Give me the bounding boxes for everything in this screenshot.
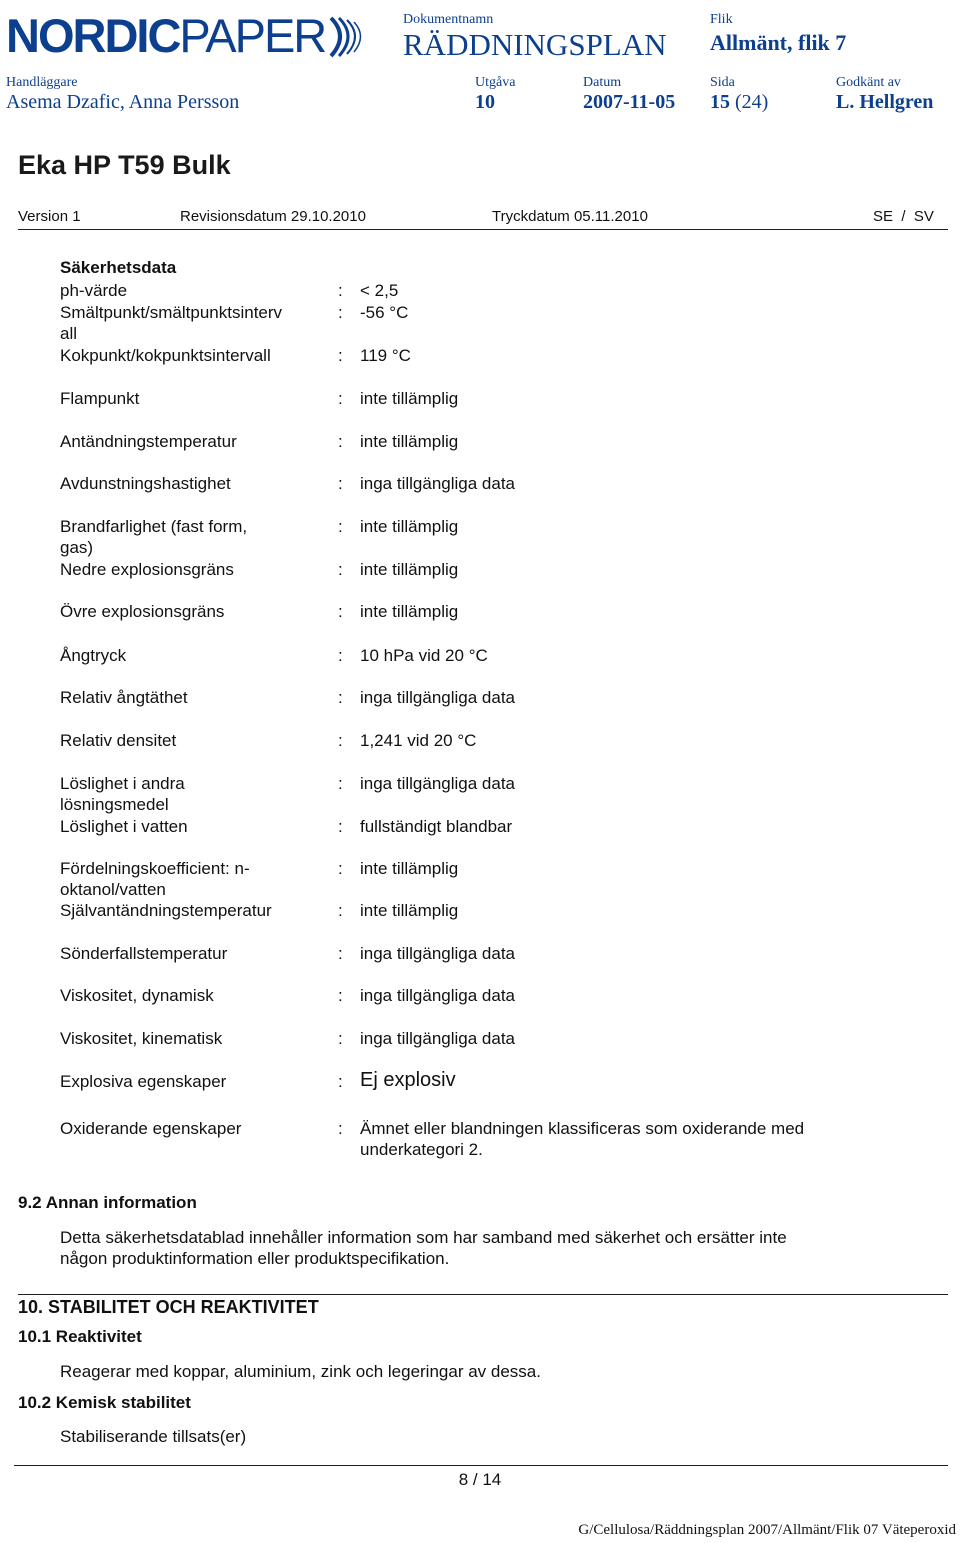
property-value: inte tillämplig [360,517,459,536]
colon-separator: : [338,688,343,707]
approved-label: Godkänt av [836,75,901,90]
property-name: Fördelningskoefficient: n- oktanol/vatten [60,859,250,899]
property-name: Brandfarlighet (fast form, gas) [60,517,248,557]
property-value: 1,241 vid 20 °C [360,731,477,750]
other-info-text: Detta säkerhetsdatablad innehåller information som har samband med säkerhet och ersätter inte någon produktinformation eller produktspecifikation. [60,1228,787,1268]
handler-label: Handläggare [6,75,78,90]
approved-block [836,75,933,114]
colon-separator: : [338,1119,343,1138]
property-name: Sönderfallstemperatur [60,944,228,963]
colon-separator: : [338,986,343,1005]
nordic-paper-logo [6,4,369,60]
colon-separator: : [338,1072,343,1091]
property-value: < 2,5 [360,281,399,300]
property-value: 10 hPa vid 20 °C [360,646,488,665]
logo-waves-icon [327,12,369,60]
page-value: 15 [710,91,730,113]
section-10-heading: 10. STABILITET OCH REAKTIVITET [18,1294,948,1318]
property-name: Explosiva egenskaper [60,1072,227,1091]
other-info-heading: 9.2 Annan information [18,1193,197,1212]
property-value: 119 °C [360,346,411,365]
edition-block [475,75,515,114]
tab-value: Allmänt, flik 7 [710,30,847,55]
property-value: fullständigt blandbar [360,817,513,836]
edition-label: Utgåva [475,75,516,90]
handler-block [6,75,239,114]
print-date: Tryckdatum 05.11.2010 [492,208,648,225]
property-name: Övre explosionsgräns [60,602,225,621]
property-value: inte tillämplig [360,432,459,451]
doc-name-label: Dokumentnamn [403,12,494,27]
reactivity-heading: 10.1 Reaktivitet [18,1327,142,1346]
colon-separator: : [338,1029,343,1048]
property-value: inga tillgängliga data [360,688,516,707]
tab-label: Flik [710,12,733,27]
property-name: Självantändningstemperatur [60,901,272,920]
property-value: inga tillgängliga data [360,1029,516,1048]
colon-separator: : [338,817,343,836]
colon-separator: : [338,560,343,579]
colon-separator: : [338,303,343,322]
colon-separator: : [338,646,343,665]
doc-name-block [403,12,667,62]
property-value: inte tillämplig [360,560,459,579]
property-name: Nedre explosionsgräns [60,560,234,579]
colon-separator: : [338,346,343,365]
date-value: 2007-11-05 [583,91,676,113]
page-label: Sida [710,75,735,90]
logo-text: NORDICPAPER [6,9,326,62]
colon-separator: : [338,517,343,536]
colon-separator: : [338,901,343,920]
property-name: Löslighet i andra lösningsmedel [60,774,185,814]
edition-value: 10 [475,91,495,113]
property-name: Flampunkt [60,389,140,408]
date-block [583,75,675,114]
chemical-stability-text: Stabiliserande tillsats(er) [60,1427,247,1446]
page-number: 8 / 14 [458,1470,502,1489]
property-value: Ämnet eller blandningen klassificeras som oxiderande med underkategori 2. [360,1119,805,1159]
colon-separator: : [338,774,343,793]
colon-separator: : [338,944,343,963]
property-value: inga tillgängliga data [360,774,516,793]
file-path: G/Cellulosa/Räddningsplan 2007/Allmänt/Flik 07 Väteperoxid [578,1522,956,1538]
product-meta-line [18,206,948,230]
colon-separator: : [338,432,343,451]
chemical-stability-heading: 10.2 Kemisk stabilitet [18,1393,191,1412]
colon-separator: : [338,281,343,300]
property-value: inte tillämplig [360,859,459,878]
property-name: Smältpunkt/smältpunktsinterv all [60,303,283,343]
page-block [710,75,768,114]
property-value: inga tillgängliga data [360,944,516,963]
property-name: Kokpunkt/kokpunktsintervall [60,346,271,365]
colon-separator: : [338,602,343,621]
page-total: (24) [735,91,769,113]
locale: SE / SV [873,208,934,225]
property-value: inga tillgängliga data [360,474,516,493]
safety-data-heading: Säkerhetsdata [60,258,177,277]
property-name: Antändningstemperatur [60,432,237,451]
property-name: Relativ ångtäthet [60,688,188,707]
colon-separator: : [338,389,343,408]
handler-value: Asema Dzafic, Anna Persson [6,91,240,113]
footer-divider [14,1465,948,1466]
reactivity-text: Reagerar med koppar, aluminium, zink och legeringar av dessa. [60,1362,541,1381]
colon-separator: : [338,474,343,493]
revision-date: Revisionsdatum 29.10.2010 [180,208,366,225]
property-name: Viskositet, kinematisk [60,1029,223,1048]
approved-value: L. Hellgren [836,91,934,113]
tab-block [710,12,846,58]
doc-name: RÄDDNINGSPLAN [403,27,667,62]
property-name: Oxiderande egenskaper [60,1119,242,1138]
property-name: ph-värde [60,281,128,300]
property-value: Ej explosiv [360,1069,456,1091]
colon-separator: : [338,859,343,878]
date-label: Datum [583,75,622,90]
property-name: Viskositet, dynamisk [60,986,214,1005]
property-value: inte tillämplig [360,901,459,920]
property-value: inga tillgängliga data [360,986,516,1005]
property-name: Avdunstningshastighet [60,474,231,493]
property-name: Löslighet i vatten [60,817,188,836]
property-value: -56 °C [360,303,409,322]
product-title: Eka HP T59 Bulk [18,150,231,180]
property-value: inte tillämplig [360,602,459,621]
property-value: inte tillämplig [360,389,459,408]
version: Version 1 [18,208,81,225]
colon-separator: : [338,731,343,750]
property-name: Relativ densitet [60,731,177,750]
property-name: Ångtryck [60,646,127,665]
